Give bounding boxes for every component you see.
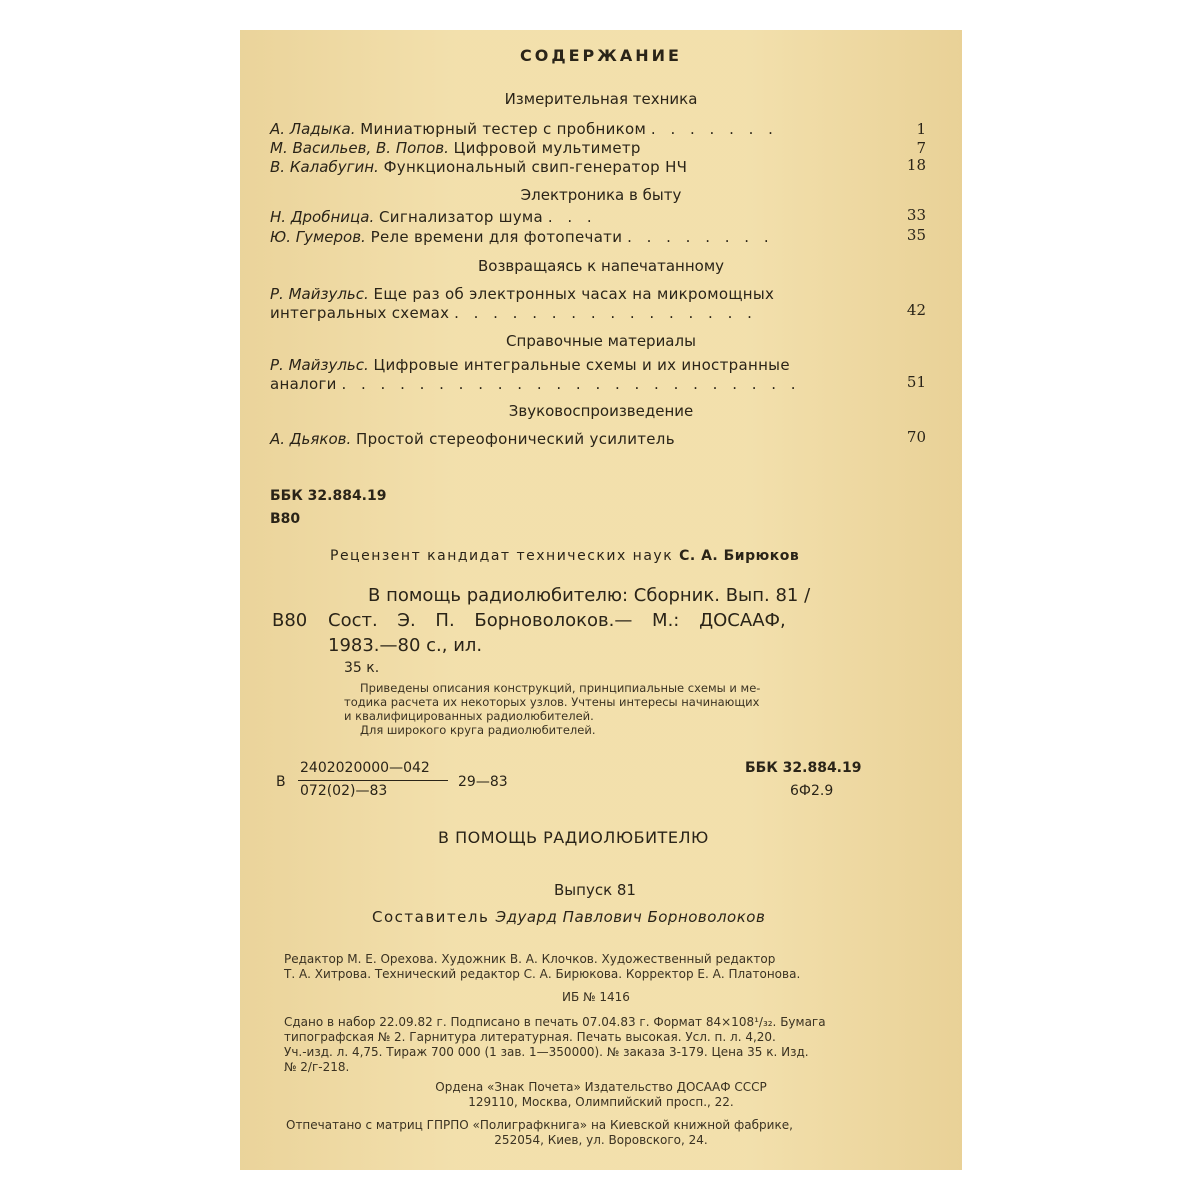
entry-title: Функциональный свип-генератор НЧ [383, 158, 688, 176]
price: 35 к. [344, 660, 380, 676]
publisher-line: 129110, Москва, Олимпийский просп., 22. [468, 1095, 734, 1109]
publisher-line: Ордена «Знак Почета» Издательство ДОСААФ СССР [435, 1080, 767, 1094]
reviewer-name: С. А. Бирюков [679, 548, 800, 564]
section-heading: Справочные материалы [506, 332, 696, 350]
series-title: В ПОМОЩЬ РАДИОЛЮБИТЕЛЮ [438, 828, 709, 847]
print-info-line: Уч.-изд. л. 4,75. Тираж 700 000 (1 зав. 1—350000). № заказа 3-179. Цена 35 к. Изд. [284, 1045, 809, 1059]
entry-page: 7 [916, 139, 926, 157]
toc-entry [270, 208, 870, 226]
entry-author: В. Калабугин. [270, 158, 379, 176]
bbk-index: В80 [270, 511, 301, 527]
toc-entry-continued [270, 375, 870, 393]
toc-entry [270, 228, 870, 246]
leader-dots: . . . . . . . . . . . . . . . . [454, 304, 757, 322]
formula-letter: В [276, 774, 286, 790]
toc-entry [270, 430, 870, 448]
entry-page: 51 [906, 373, 926, 391]
print-info-line: типографская № 2. Гарнитура литературная. Печать высокая. Усл. п. л. 4,20. [284, 1030, 776, 1044]
biblio-line-2: Сост. Э. П. Борноволоков.— М.: ДОСААФ, [328, 610, 786, 631]
annotation-line: тодика расчета их некоторых узлов. Учтены интересы начинающих [344, 695, 760, 709]
print-info-line: № 2/г-218. [284, 1060, 350, 1074]
section-heading: Звуковоспроизведение [508, 402, 694, 420]
fraction-line [298, 780, 448, 781]
leader-dots: . . . [547, 208, 597, 226]
entry-title: Цифровые интегральные схемы и их иностранные [373, 356, 790, 374]
entry-title: Еще раз об электронных часах на микромощных [373, 285, 775, 303]
entry-title: Сигнализатор шума [379, 208, 544, 226]
entry-title-continued: интегральных схемах [270, 304, 450, 322]
leader-dots: . . . . . . . [650, 120, 778, 138]
book-page [240, 30, 962, 1170]
entry-author: А. Дьяков. [270, 430, 352, 448]
compiler [372, 908, 765, 926]
biblio-line-3: 1983.—80 с., ил. [328, 635, 483, 656]
entry-title-continued: аналоги [270, 375, 337, 393]
entry-title: Миниатюрный тестер с пробником [360, 120, 647, 138]
entry-author: Ю. Гумеров. [270, 228, 366, 246]
ib-number: ИБ № 1416 [562, 990, 630, 1004]
entry-author: М. Васильев, В. Попов. [270, 139, 449, 157]
entry-page: 70 [906, 428, 926, 446]
toc-entry-continued [270, 304, 870, 322]
formula-code: 6Ф2.9 [790, 783, 834, 799]
annotation-line: Приведены описания конструкций, принципиальные схемы и ме- [360, 681, 761, 695]
section-heading: Измерительная техника [504, 90, 698, 108]
annotation-line: Для широкого круга радиолюбителей. [360, 723, 596, 737]
leader-dots: . . . . . . . . [627, 228, 774, 246]
entry-title: Цифровой мультиметр [453, 139, 641, 157]
reviewer-label: Рецензент кандидат технических наук [330, 548, 674, 564]
entry-author: Н. Дробница. [270, 208, 375, 226]
entry-author: А. Ладыка. [270, 120, 356, 138]
formula-denominator: 072(02)—83 [300, 783, 388, 799]
entry-page: 18 [906, 156, 926, 174]
toc-entry [270, 356, 870, 374]
credits-line: Редактор М. Е. Орехова. Художник В. А. Клочков. Художественный редактор [284, 952, 776, 966]
entry-title: Простой стереофонический усилитель [356, 430, 675, 448]
print-info-line: Сдано в набор 22.09.82 г. Подписано в печать 07.04.83 г. Формат 84×108¹/₃₂. Бумага [284, 1015, 826, 1029]
entry-page: 35 [906, 226, 926, 244]
compiler-name: Эдуард Павлович Борноволоков [495, 908, 766, 926]
printer-line: Отпечатано с матриц ГПРПО «Полиграфкнига» на Киевской книжной фабрике, [286, 1118, 793, 1132]
toc-entry [270, 158, 870, 176]
contents-title: СОДЕРЖАНИЕ [520, 46, 682, 65]
leader-dots: . . . . . . . . . . . . . . . . . . . . . . . . [341, 375, 801, 393]
reviewer [330, 548, 799, 564]
printer-line: 252054, Киев, ул. Воровского, 24. [494, 1133, 708, 1147]
compiler-label: Составитель [372, 908, 490, 926]
toc-entry [270, 285, 870, 303]
entry-author: Р. Майзульс. [270, 285, 369, 303]
section-heading: Возвращаясь к напечатанному [477, 257, 725, 275]
biblio-line-1: В помощь радиолюбителю: Сборник. Вып. 81 / [368, 585, 811, 606]
toc-entry [270, 120, 870, 138]
bbk-code: ББК 32.884.19 [270, 488, 387, 504]
entry-page: 42 [906, 301, 926, 319]
credits-line: Т. А. Хитрова. Технический редактор С. А. Бирюкова. Корректор Е. А. Платонова. [284, 967, 801, 981]
formula-suffix: 29—83 [458, 774, 508, 790]
entry-page: 1 [916, 120, 926, 138]
formula-numerator: 2402020000—042 [300, 760, 430, 776]
entry-author: Р. Майзульс. [270, 356, 369, 374]
annotation-line: и квалифицированных радиолюбителей. [344, 709, 594, 723]
formula-bbk: ББК 32.884.19 [745, 760, 862, 776]
biblio-index: В80 [272, 610, 308, 631]
entry-title: Реле времени для фотопечати [370, 228, 623, 246]
toc-entry [270, 139, 870, 157]
issue: Выпуск 81 [554, 881, 636, 899]
entry-page: 33 [906, 206, 926, 224]
section-heading: Электроника в быту [520, 186, 682, 204]
